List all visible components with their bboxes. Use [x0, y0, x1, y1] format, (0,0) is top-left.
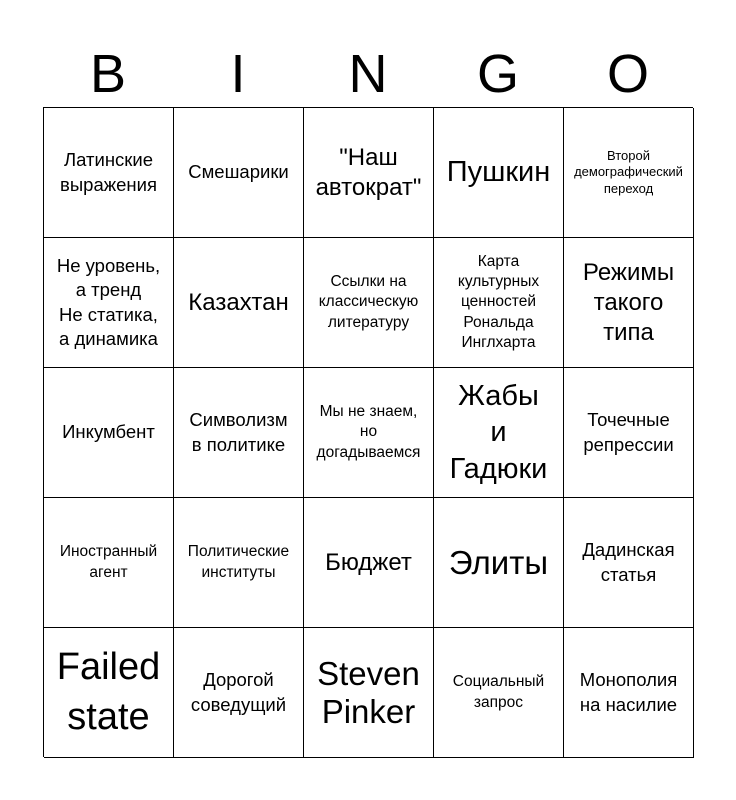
bingo-cell-r3-c4[interactable]: Жабы и Гадюки [434, 368, 564, 498]
bingo-header [43, 40, 693, 108]
bingo-cell-r3-c2[interactable]: Символизм в политике [174, 368, 304, 498]
header-letter-o: O [606, 44, 649, 104]
bingo-cell-r1-c3[interactable]: "Наш автократ" [304, 108, 434, 238]
bingo-cell-r3-c3[interactable]: Мы не знаем, но догадываемся [304, 368, 434, 498]
header-letter-b: B [89, 44, 127, 104]
bingo-cell-r4-c3[interactable]: Бюджет [304, 498, 434, 628]
bingo-cell-r4-c1[interactable]: Иностранный агент [44, 498, 174, 628]
bingo-cell-r2-c3[interactable]: Ссылки на классическую литературу [304, 238, 434, 368]
bingo-cell-r2-c4[interactable]: Карта культурных ценностей Рональда Инглхарта [434, 238, 564, 368]
bingo-cell-r3-c1[interactable]: Инкумбент [44, 368, 174, 498]
bingo-cell-r4-c2[interactable]: Политические институты [174, 498, 304, 628]
bingo-cell-r4-c4[interactable]: Элиты [434, 498, 564, 628]
bingo-cell-r1-c2[interactable]: Смешарики [174, 108, 304, 238]
bingo-cell-r3-c5[interactable]: Точечные репрессии [564, 368, 694, 498]
header-letter-n: N [348, 44, 388, 104]
bingo-cell-r2-c2[interactable]: Казахтан [174, 238, 304, 368]
bingo-cell-r1-c4[interactable]: Пушкин [434, 108, 564, 238]
bingo-cell-r1-c1[interactable]: Латинские выражения [44, 108, 174, 238]
bingo-cell-r4-c5[interactable]: Дадинская статья [564, 498, 694, 628]
bingo-board [43, 107, 693, 757]
bingo-cell-r2-c5[interactable]: Режимы такого типа [564, 238, 694, 368]
header-letter-i: I [230, 44, 246, 104]
bingo-cell-r1-c5[interactable]: Второй демографический переход [564, 108, 694, 238]
bingo-cell-r5-c5[interactable]: Монополия на насилие [564, 628, 694, 758]
header-letter-g: G [476, 44, 519, 104]
bingo-cell-r5-c2[interactable]: Дорогой соведущий [174, 628, 304, 758]
bingo-cell-r5-c4[interactable]: Социальный запрос [434, 628, 564, 758]
bingo-cell-r2-c1[interactable]: Не уровень, а тренд Не статика, а динамика [44, 238, 174, 368]
bingo-cell-r5-c1[interactable]: Failed state [44, 628, 174, 758]
bingo-cell-r5-c3[interactable]: Steven Pinker [304, 628, 434, 758]
